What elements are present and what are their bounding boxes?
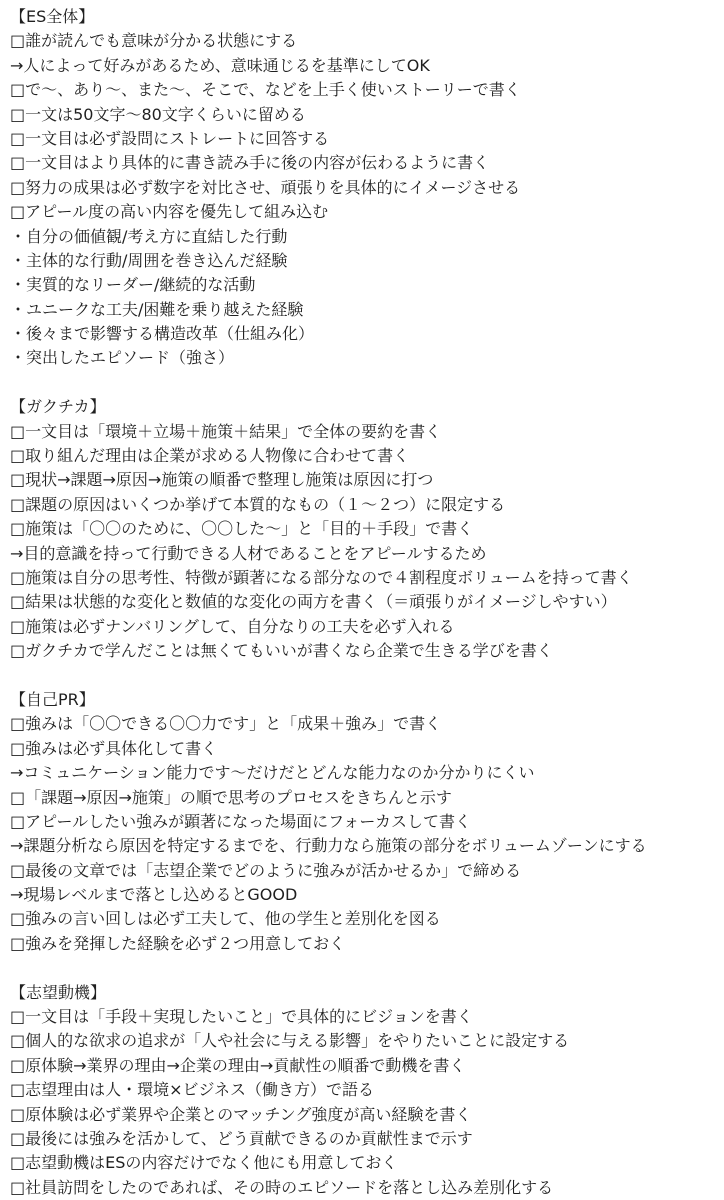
note-line: ・実質的なリーダー/継続的な活動 [10,275,256,295]
note-line: □志望動機はESの内容だけでなく他にも用意しておく [10,1153,398,1173]
note-line: →コミュニケーション能力です〜だけだとどんな能力なのか分かりにくい [10,763,535,783]
note-line: →課題分析なら原因を特定するまでを、行動力なら施策の部分をボリュームゾーンにする [10,836,647,856]
note-line: □アピール度の高い内容を優先して組み込む [10,202,329,222]
note-line: ・自分の価値観/考え方に直結した行動 [10,226,288,246]
blank-line [10,956,720,980]
note-line: □一文は50文字〜80文字くらいに留める [10,104,306,124]
note-line: ・主体的な行動/周囲を巻き込んだ経験 [10,250,288,270]
section-heading: 【志望動機】 [10,982,107,1002]
note-line: □強みを発揮した経験を必ず２つ用意しておく [10,933,346,953]
note-line: ・後々まで影響する構造改革（仕組み化） [10,324,315,344]
note-line: □誰が読んでも意味が分かる状態にする [10,31,298,51]
note-line: □で〜、あり〜、また〜、そこで、などを上手く使いストーリーで書く [10,80,521,100]
section-heading: 【ES全体】 [10,7,95,26]
note-line: ・ユニークな工夫/困難を乗り越えた経験 [10,299,304,319]
note-line: □現状→課題→原因→施策の順番で整理し施策は原因に打つ [10,470,434,490]
note-line: □取り組んだ理由は企業が求める人物像に合わせて書く [10,446,410,466]
section-heading: 【ガクチカ】 [10,397,106,417]
note-line: □社員訪問をしたのであれば、その時のエピソードを落とし込み差別化する [10,1177,554,1197]
note-line: □志望理由は人・環境×ビジネス（働き方）で語る [10,1080,375,1100]
note-line: □努力の成果は必ず数字を対比させ、頑張りを具体的にイメージさせる [10,177,521,197]
note-line: □最後の文章では「志望企業でどのように強みが活かせるか」で締める [10,860,522,880]
note-line: □一文目は「環境＋立場＋施策＋結果」で全体の要約を書く [10,421,442,441]
note-line: →人によって好みがあるため、意味通じるを基準にしてOK [10,55,430,75]
note-line: □ガクチカで学んだことは無くてもいいが書くなら企業で生きる学びを書く [10,641,553,661]
note-line: □結果は状態的な変化と数値的な変化の両方を書く（＝頑張りがイメージしやすい） [10,592,617,612]
note-line: □強みは「〇〇できる〇〇力です」と「成果＋強み」で書く [10,714,442,734]
section-heading: 【自己PR】 [10,689,95,709]
blank-line [10,371,720,395]
note-line: □原体験は必ず業界や企業とのマッチング強度が高い経験を書く [10,1104,472,1124]
note-line: ・突出したエピソード（強さ） [10,348,235,368]
note-body [10,5,720,1200]
note-line: □一文目は必ず設問にストレートに回答する [10,128,330,148]
note-line: □「課題→原因→施策」の順で思考のプロセスをきちんと示す [10,787,452,807]
note-line: □アピールしたい強みが顕著になった場面にフォーカスして書く [10,811,472,831]
note-line: □個人的な欲求の追求が「人や社会に与える影響」をやりたいことに設定する [10,1031,570,1051]
note-line: □強みは必ず具体化して書く [10,738,218,758]
note-line: →目的意識を持って行動できる人材であることをアピールするため [10,543,487,563]
note-line: □施策は自分の思考性、特徴が顕著になる部分なので４割程度ボリュームを持って書く [10,567,633,587]
note-line: □強みの言い回しは必ず工夫して、他の学生と差別化を図る [10,909,441,929]
note-line: □施策は「〇〇のために、〇〇した〜」と「目的＋手段」で書く [10,519,474,539]
note-line: □最後には強みを活かして、どう貢献できるのか貢献性まで示す [10,1128,473,1148]
note-line: □施策は必ずナンバリングして、自分なりの工夫を必ず入れる [10,616,455,636]
note-line: □課題の原因はいくつか挙げて本質的なもの（１〜２つ）に限定する [10,494,506,514]
note-line: □一文目は「手段＋実現したいこと」で具体的にビジョンを書く [10,1007,473,1027]
note-line: □原体験→業界の理由→企業の理由→貢献性の順番で動機を書く [10,1055,466,1075]
blank-line [10,664,720,688]
note-line: □一文目はより具体的に書き読み手に後の内容が伝わるように書く [10,153,490,173]
note-line: →現場レベルまで落とし込めるとGOOD [10,885,298,905]
